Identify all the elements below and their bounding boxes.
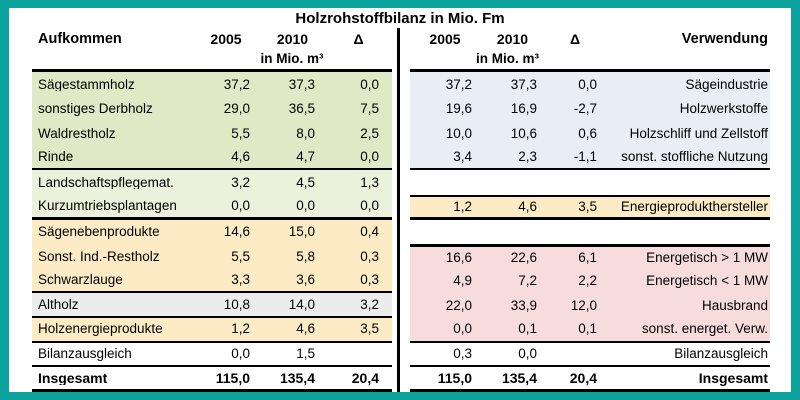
left-cell-y2010: 15,0 [288, 224, 315, 240]
right-cell-delta: 2,2 [578, 273, 597, 289]
verwendung-rows [410, 72, 770, 392]
right-cell-delta: 0,1 [578, 321, 597, 337]
right-row-empty-6 [410, 220, 770, 245]
right-cell-delta: 20,4 [569, 369, 597, 386]
left-cell-label: Bilanzausgleich [38, 347, 132, 361]
right-cell-y2005: 1,2 [453, 199, 472, 215]
right-cell-y2010: 37,3 [510, 76, 537, 92]
left-cell-y2010: 4,6 [296, 321, 315, 337]
left-col-header-2005: 2005 [210, 31, 242, 47]
right-cell-label: Hausbrand [701, 297, 768, 313]
left-cell-y2005: 1,2 [231, 321, 250, 337]
left-cell-delta: 7,5 [360, 101, 379, 117]
left-cell-y2010: 4,7 [296, 149, 315, 165]
right-cell-y2005: 115,0 [437, 369, 472, 386]
right-cell-y2010: 10,6 [510, 125, 537, 141]
right-row-holzschliff-und-zellstoff [410, 121, 770, 146]
left-cell-y2010: 135,4 [279, 369, 315, 386]
left-cell-y2005: 115,0 [215, 369, 250, 386]
left-cell-delta: 20,4 [351, 369, 379, 386]
left-cell-delta: 0,0 [360, 76, 379, 92]
left-cell-y2010: 36,5 [288, 101, 315, 117]
right-cell-label: sonst. stoffliche Nutzung [621, 149, 768, 165]
left-cell-y2005: 5,5 [231, 248, 250, 264]
left-unit-label: in Mio. m³ [260, 51, 324, 66]
right-row-insgesamt [410, 367, 770, 392]
left-cell-delta: 0,0 [360, 149, 379, 165]
right-cell-label: Energetisch < 1 MW [646, 273, 768, 289]
left-cell-y2005: 3,3 [231, 272, 250, 288]
left-cell-label: Altholz [38, 297, 79, 312]
right-cell-y2005: 22,0 [445, 297, 472, 313]
right-cell-delta: 6,1 [578, 250, 597, 266]
left-row-sagestammholz [32, 72, 392, 97]
right-cell-y2005: 37,2 [445, 76, 472, 92]
balance-table [9, 8, 791, 392]
left-cell-y2005: 10,8 [223, 296, 250, 312]
right-cell-label: sonst. energet. Verw. [641, 321, 768, 337]
right-col-header-2005: 2005 [429, 31, 461, 47]
left-cell-delta: 0,0 [360, 198, 379, 214]
left-cell-label: Rinde [38, 150, 74, 164]
right-cell-label: Insgesamt [698, 369, 768, 386]
center-divider-line [397, 28, 400, 392]
right-cell-delta: -1,1 [573, 149, 597, 165]
left-col-header-delta: Δ [353, 31, 364, 47]
right-cell-y2005: 16,6 [445, 250, 472, 266]
right-row-holzwerkstoffe [410, 97, 770, 122]
right-cell-y2005: 0,3 [453, 346, 472, 362]
left-row-waldrestholz [32, 121, 392, 146]
left-col-header-2010: 2010 [276, 31, 309, 47]
left-cell-label: Sägestammholz [38, 77, 135, 92]
left-cell-y2005: 0,0 [231, 198, 250, 214]
right-cell-label: Bilanzausgleich [674, 346, 768, 362]
right-row-empty-4 [410, 170, 770, 195]
right-cell-delta: 12,0 [570, 297, 597, 313]
left-cell-y2005: 37,2 [223, 76, 250, 92]
left-cell-label: sonstiges Derbholz [38, 102, 153, 116]
left-cell-label: Sägenebenprodukte [38, 225, 160, 239]
left-cell-delta: 3,2 [360, 296, 379, 312]
right-cell-label: Energieprodukthersteller [620, 199, 768, 215]
right-cell-y2010: 4,6 [518, 199, 537, 215]
left-cell-delta: 1,3 [360, 174, 379, 190]
left-cell-label: Waldrestholz [38, 126, 116, 141]
left-cell-label: Schwarzlauge [38, 273, 123, 287]
left-row-holzenergieprodukte [32, 318, 392, 343]
left-cell-y2010: 37,3 [288, 76, 315, 92]
left-cell-label: Holzenergieprodukte [38, 322, 163, 336]
left-row-kurzumtriebsplantagen [32, 195, 392, 220]
right-cell-y2010: 2,3 [518, 149, 537, 165]
right-cell-label: Holzwerkstoffe [679, 101, 768, 117]
right-cell-label: Sägeindustrie [685, 76, 768, 92]
right-cell-delta: 3,5 [578, 199, 597, 215]
left-row-sonstiges-derbholz [32, 97, 392, 122]
right-row-energetisch-1-mw [410, 244, 770, 269]
aufkommen-heading: Aufkommen [38, 31, 122, 47]
right-cell-y2005: 10,0 [445, 125, 472, 141]
left-cell-y2010: 4,5 [296, 174, 315, 190]
right-cell-y2010: 135,4 [501, 369, 537, 386]
left-cell-y2010: 3,6 [296, 272, 315, 288]
verwendung-heading: Verwendung [681, 31, 768, 47]
verwendung-section [410, 28, 770, 392]
left-cell-y2005: 0,0 [231, 346, 250, 362]
left-row-schwarzlauge [32, 269, 392, 294]
left-cell-y2005: 29,0 [223, 101, 250, 117]
right-cell-label: Holzschliff und Zellstoff [629, 125, 768, 141]
right-cell-y2010: 16,9 [510, 101, 537, 117]
left-row-altholz [32, 293, 392, 318]
right-col-header-2010: 2010 [496, 31, 529, 47]
left-row-landschaftspflegemat [32, 170, 392, 195]
figure-title: Holzrohstoffbilanz in Mio. Fm [295, 10, 505, 27]
right-unit-row [410, 50, 770, 72]
right-col-header-delta: Δ [569, 31, 581, 47]
left-unit-row [32, 50, 392, 72]
right-row-bilanzausgleich [410, 343, 770, 368]
right-row-sonst-stoffliche-nutzung [410, 146, 770, 171]
left-cell-y2005: 14,6 [223, 224, 250, 240]
left-cell-label: Insgesamt [38, 370, 108, 385]
verwendung-header-row [410, 28, 770, 50]
aufkommen-section [32, 28, 392, 392]
right-cell-delta: -2,7 [573, 101, 597, 117]
left-cell-y2010: 0,0 [296, 198, 315, 214]
left-cell-y2005: 4,6 [231, 149, 250, 165]
right-row-hausbrand [410, 293, 770, 318]
left-row-insgesamt [32, 367, 392, 392]
left-cell-y2005: 3,2 [231, 174, 250, 190]
right-unit-label: in Mio. m³ [476, 51, 539, 66]
left-cell-delta: 0,3 [360, 272, 379, 288]
aufkommen-rows [32, 72, 392, 392]
right-row-energieprodukthersteller [410, 195, 770, 220]
right-cell-y2005: 3,4 [453, 149, 472, 165]
right-cell-y2010: 0,0 [518, 346, 537, 362]
left-cell-label: Sonst. Ind.-Restholz [38, 249, 160, 264]
right-cell-label: Energetisch > 1 MW [646, 250, 768, 266]
left-cell-delta: 3,5 [360, 321, 379, 337]
left-row-rinde [32, 146, 392, 171]
aufkommen-header-row [32, 28, 392, 50]
left-cell-delta: 0,4 [360, 224, 379, 240]
right-cell-y2010: 7,2 [518, 273, 537, 289]
right-cell-y2005: 0,0 [453, 321, 472, 337]
left-row-bilanzausgleich [32, 343, 392, 368]
right-row-energetisch-1-mw [410, 269, 770, 294]
left-cell-y2010: 5,8 [296, 248, 315, 264]
right-cell-delta: 0,0 [578, 76, 597, 92]
left-cell-y2010: 8,0 [296, 125, 315, 141]
right-cell-y2005: 4,9 [453, 273, 472, 289]
right-cell-y2010: 33,9 [510, 297, 537, 313]
right-row-sageindustrie [410, 72, 770, 97]
right-cell-y2010: 0,1 [518, 321, 537, 337]
left-row-sonst-ind-restholz [32, 244, 392, 269]
left-cell-delta: 2,5 [360, 125, 379, 141]
left-cell-label: Kurzumtriebsplantagen [38, 199, 177, 213]
right-cell-y2005: 19,6 [445, 101, 472, 117]
right-row-sonst-energet-verw [410, 318, 770, 343]
left-row-sagenebenprodukte [32, 220, 392, 245]
left-cell-y2005: 5,5 [231, 125, 250, 141]
left-cell-label: Landschaftspflegemat. [38, 175, 174, 190]
right-cell-delta: 0,6 [578, 125, 597, 141]
left-cell-y2010: 1,5 [296, 346, 315, 362]
right-cell-y2010: 22,6 [510, 250, 537, 266]
left-cell-delta: 0,3 [360, 248, 379, 264]
left-cell-y2010: 14,0 [288, 296, 315, 312]
